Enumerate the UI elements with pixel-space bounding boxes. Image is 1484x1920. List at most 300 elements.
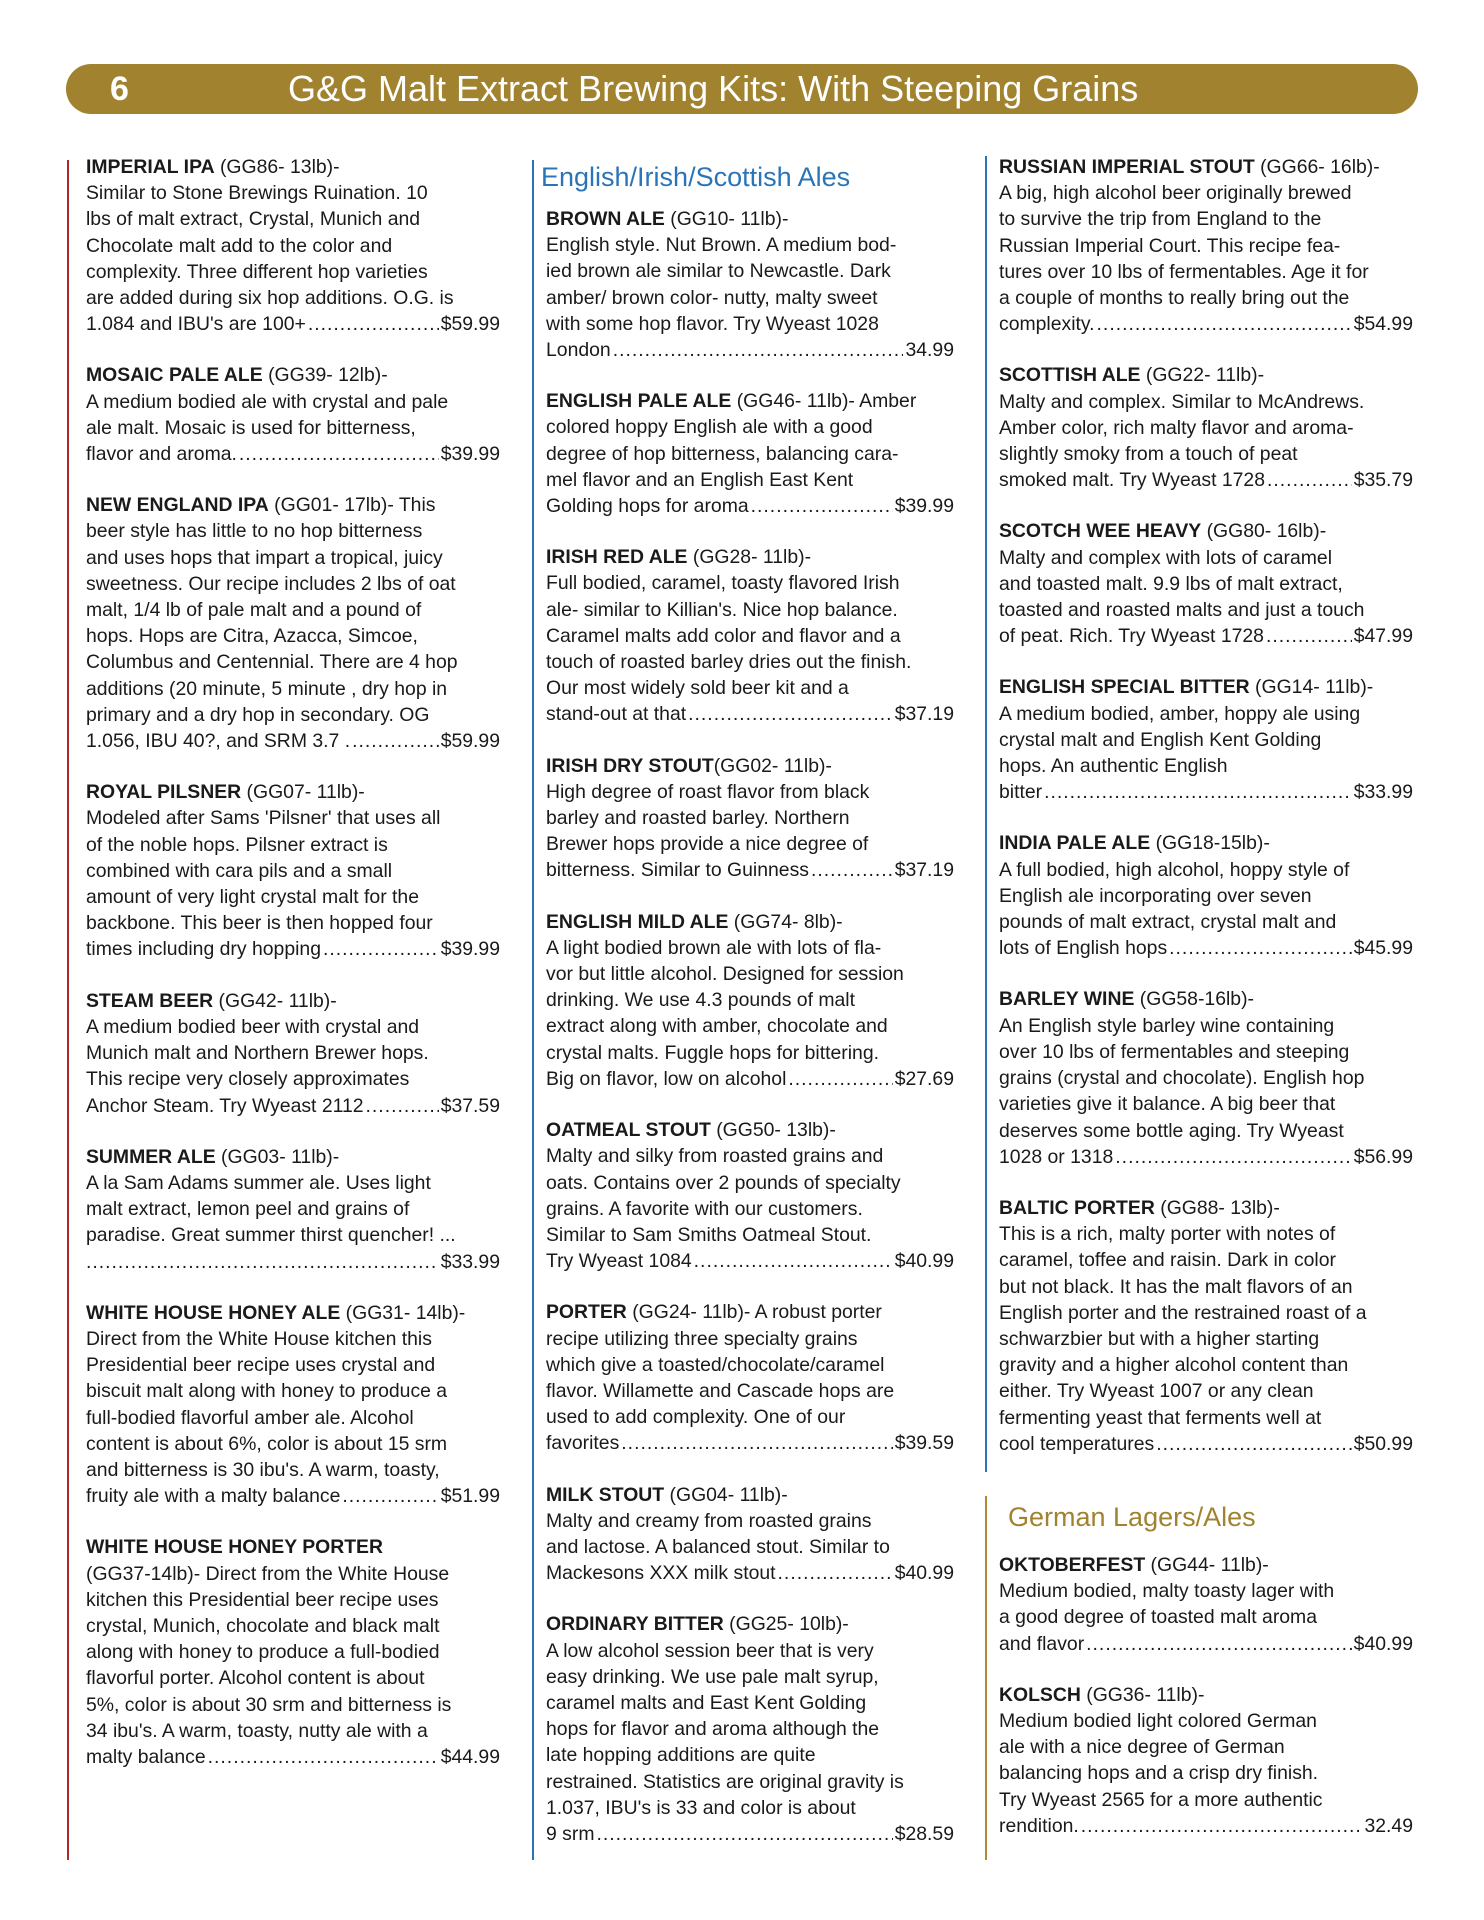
item-price: $50.99 (1353, 1432, 1413, 1455)
item-name: OKTOBERFEST (999, 1554, 1146, 1576)
section-heading-english: English/Irish/Scottish Ales (541, 162, 851, 192)
item-code: (GG07- 11lb)- (241, 781, 365, 804)
beer-kit-item (86, 779, 500, 962)
item-heading (86, 1300, 500, 1326)
item-description-line: High degree of roast flavor from black (546, 780, 870, 803)
item-heading (86, 154, 500, 180)
item-description-line: malt extract, lemon peel and grains of (86, 1198, 410, 1221)
item-description-line: content is about 6%, color is about 15 srm (86, 1432, 448, 1455)
item-description-line: amber/ brown color- nutty, malty sweet (546, 286, 878, 309)
column-right (999, 154, 1413, 1482)
item-name: STEAM BEER (86, 989, 214, 1012)
item-description-line: Medium bodied, malty toasty lager with (999, 1580, 1335, 1603)
item-description-line: (GG37-14lb)- Direct from the White House (86, 1562, 450, 1585)
dot-leader (1156, 1431, 1351, 1457)
item-description-line: Chocolate malt add to the color and (86, 234, 393, 257)
beer-kit-item (546, 1117, 954, 1274)
item-description-line: of the noble hops. Pilsner extract is (86, 833, 388, 856)
item-description-line: easy drinking. We use pale malt syrup, (546, 1665, 879, 1688)
beer-kit-item (546, 1611, 954, 1847)
item-description-end: complexity. (999, 313, 1095, 336)
item-description-end: bitterness. Similar to Guinness (546, 859, 809, 882)
dot-leader (1086, 1631, 1346, 1657)
item-price-line (86, 1093, 500, 1119)
item-description-end: fruity ale with a malty balance (86, 1485, 341, 1508)
item-heading (999, 154, 1413, 180)
item-name: IMPERIAL IPA (86, 156, 215, 178)
item-description-line: A big, high alcohol beer originally brewed (999, 182, 1352, 205)
item-price: $44.99 (440, 1745, 500, 1768)
dot-leader (811, 857, 893, 883)
item-description-end: cool temperatures (999, 1432, 1155, 1455)
item-code: (GG80- 16lb)- (1201, 520, 1327, 543)
item-heading (999, 518, 1413, 544)
item-description-line: Brewer hops provide a nice degree of (546, 833, 869, 856)
item-description-line: English style. Nut Brown. A medium bod- (546, 234, 897, 257)
item-heading (546, 544, 954, 570)
item-price-line (86, 311, 500, 337)
item-description-line: but not black. It has the malt flavors of an (999, 1275, 1353, 1298)
beer-kit-item (86, 1300, 500, 1510)
item-description-end: of peat. Rich. Try Wyeast 1728 (999, 625, 1264, 648)
item-price-line (999, 623, 1413, 649)
item-description-line: Similar to Stone Brewings Ruination. 10 (86, 182, 428, 205)
item-description-line: a couple of months to really bring out the (999, 287, 1350, 310)
item-price-line (86, 936, 500, 962)
item-description-line: oats. Contains over 2 pounds of specialty (546, 1171, 901, 1194)
item-description-line: gravity and a higher alcohol content than (999, 1354, 1349, 1377)
item-price: $37.19 (894, 703, 954, 726)
item-description-line: toasted and roasted malts and just a touch (999, 599, 1365, 622)
item-name: OATMEAL STOUT (546, 1119, 711, 1142)
beer-kit-item (999, 674, 1413, 805)
beer-kit-item (999, 1195, 1413, 1457)
item-description-line: tures over 10 lbs of fermentables. Age it for (999, 260, 1369, 283)
item-name: RUSSIAN IMPERIAL STOUT (999, 156, 1255, 178)
item-description-line: barley and roasted barley. Northern (546, 807, 850, 830)
beer-kit-item (999, 362, 1413, 493)
beer-kit-item (546, 388, 954, 519)
item-price-line (999, 467, 1413, 493)
column-right-german (999, 1552, 1413, 1864)
item-price: .$40.99 (1348, 1632, 1413, 1655)
item-description-line: grains (crystal and chocolate). English hop (999, 1067, 1365, 1090)
item-description-line: This recipe very closely approximates (86, 1068, 410, 1091)
item-description-line: Russian Imperial Court. This recipe fea- (999, 234, 1341, 257)
item-description-line: A full bodied, high alcohol, hoppy style of (999, 858, 1350, 881)
dot-leader (239, 441, 439, 467)
item-heading (546, 206, 954, 232)
item-description-line: amount of very light crystal malt for the (86, 886, 420, 909)
beer-kit-item (999, 1552, 1413, 1657)
beer-kit-item (86, 988, 500, 1119)
item-description-line: Malty and silky from roasted grains and (546, 1145, 884, 1168)
english-section-rule-right (985, 156, 987, 1472)
item-description-line: either. Try Wyeast 1007 or any clean (999, 1380, 1314, 1403)
beer-kit-item (546, 1482, 954, 1587)
item-price: $40.99 (894, 1250, 954, 1273)
item-name: KOLSCH (999, 1683, 1081, 1706)
item-description-line: drinking. We use 4.3 pounds of malt (546, 989, 855, 1012)
item-heading (999, 986, 1413, 1012)
item-description-line: colored hoppy English ale with a good (546, 416, 873, 439)
item-name: MOSAIC PALE ALE (86, 364, 263, 387)
beer-kit-item (999, 154, 1413, 337)
item-name: ENGLISH PALE ALE (546, 390, 732, 413)
item-description-end: malty balance (86, 1745, 206, 1768)
beer-kit-item (86, 492, 500, 754)
item-name: BROWN ALE (546, 208, 665, 230)
item-name: PORTER (546, 1301, 627, 1324)
item-price-line (999, 1813, 1413, 1839)
item-price: $39.99 (894, 495, 954, 518)
dot-leader (694, 1248, 893, 1274)
item-description-line: Try Wyeast 2565 for a more authentic (999, 1788, 1323, 1811)
item-code: (GG18-15lb)- (1150, 832, 1270, 855)
item-price: $59.99 (440, 730, 500, 753)
item-code: (GG46- 11lb)- Amber (731, 390, 917, 413)
item-description-line: extract along with amber, chocolate and (546, 1015, 888, 1038)
item-description-line: backbone. This beer is then hopped four (86, 912, 433, 935)
beer-kit-item (546, 206, 954, 363)
item-description-line: slightly smoky from a touch of peat (999, 443, 1298, 466)
item-description-line: with some hop flavor. Try Wyeast 1028 (546, 312, 879, 335)
item-price-line (999, 1144, 1413, 1170)
item-description-line: and bitterness is 30 ibu's. A warm, toasty, (86, 1458, 440, 1481)
item-price: $56.99 (1353, 1145, 1413, 1168)
item-price-line (999, 1631, 1413, 1657)
item-heading (86, 988, 500, 1014)
item-name: INDIA PALE ALE (999, 832, 1151, 855)
item-description-line: A medium bodied beer with crystal and (86, 1015, 420, 1038)
item-description-end: Mackesons XXX milk stout (546, 1562, 776, 1585)
item-price-line (546, 1430, 954, 1456)
item-description-line: vor but little alcohol. Designed for session (546, 963, 904, 986)
item-code: (GG10- 11lb)- (664, 208, 789, 230)
item-description-line: An English style barley wine containing (999, 1014, 1335, 1037)
item-description-end: lots of English hops (999, 937, 1168, 960)
dot-leader (778, 1560, 893, 1586)
item-price: $47.99 (1353, 625, 1413, 648)
item-code: (GG03- 11lb)- (215, 1145, 340, 1168)
item-description-line: flavorful porter. Alcohol content is about (86, 1667, 425, 1690)
item-description-end: rendition. (999, 1814, 1079, 1837)
item-description-line: balancing hops and a crisp dry finish. (999, 1762, 1319, 1785)
item-description-end: Golding hops for aroma (546, 495, 749, 518)
item-description-line: ale malt. Mosaic is used for bitterness, (86, 416, 416, 439)
item-description-line: flavor. Willamette and Cascade hops are (546, 1379, 895, 1402)
beer-kit-item (546, 909, 954, 1092)
item-description-line: hops. An authentic English (999, 755, 1228, 778)
item-price: $37.19 (894, 859, 954, 882)
dot-leader (1081, 1813, 1363, 1839)
item-price: $59.99 (440, 313, 500, 336)
item-description-line: Medium bodied light colored German (999, 1710, 1317, 1733)
dot-leader (308, 311, 439, 337)
item-description-line: deserves some bottle aging. Try Wyeast (999, 1119, 1344, 1142)
item-code: (GG66- 16lb)- (1254, 156, 1380, 178)
item-description-line: A low alcohol session beer that is very (546, 1639, 874, 1662)
item-name: WHITE HOUSE HONEY PORTER (86, 1536, 383, 1559)
item-name: BARLEY WINE (999, 988, 1135, 1011)
item-description-line: Amber color, rich malty flavor and aroma- (999, 416, 1354, 439)
item-code: (GG02- 11lb)- (713, 754, 832, 777)
item-description-end: smoked malt. Try Wyeast 1728 (999, 469, 1266, 492)
item-description-line: Columbus and Centennial. There are 4 hop (86, 651, 458, 674)
item-description-line: varieties give it balance. A big beer that (999, 1093, 1336, 1116)
item-price-line (546, 1560, 954, 1586)
item-description-line: 1.037, IBU's is 33 and color is about (546, 1796, 856, 1819)
item-description-line: caramel, toffee and raisin. Dark in color (999, 1249, 1336, 1272)
item-heading (999, 1552, 1413, 1578)
item-price-line (546, 1821, 954, 1847)
item-description-end: favorites (546, 1432, 620, 1455)
dot-leader (1266, 623, 1352, 649)
beer-kit-item (999, 830, 1413, 961)
item-description-line: Our most widely sold beer kit and a (546, 677, 849, 700)
german-section-rule (985, 1496, 987, 1860)
item-description-line: A medium bodied ale with crystal and pale (86, 390, 449, 413)
item-description-line: grains. A favorite with our customers. (546, 1197, 863, 1220)
item-price: $51.99 (440, 1485, 500, 1508)
item-code: (GG36- 11lb)- (1080, 1683, 1205, 1706)
item-code: (GG24- 11lb)- A robust porter (626, 1301, 882, 1324)
item-description-line: ied brown ale similar to Newcastle. Dark (546, 260, 891, 283)
dot-leader (366, 1093, 439, 1119)
item-description-line: ale with a nice degree of German (999, 1736, 1285, 1759)
item-description-line: full-bodied flavorful amber ale. Alcohol (86, 1406, 414, 1429)
item-heading (86, 779, 500, 805)
item-price: $39.99 (440, 443, 500, 466)
item-name: ENGLISH MILD ALE (546, 910, 729, 933)
item-description-line: Modeled after Sams 'Pilsner' that uses all (86, 807, 441, 830)
beer-kit-item (999, 518, 1413, 649)
dot-leader (621, 1430, 892, 1456)
item-description-end: flavor and aroma. (86, 443, 237, 466)
item-description-line: hops for flavor and aroma although the (546, 1718, 880, 1741)
dot-leader (342, 1483, 438, 1509)
item-price-line (86, 1483, 500, 1509)
item-name: ROYAL PILSNER (86, 781, 242, 804)
item-price: $54.99 (1353, 313, 1413, 336)
column-middle (546, 206, 954, 1872)
item-price: $28.59 (894, 1822, 954, 1845)
item-name: ORDINARY BITTER (546, 1613, 724, 1636)
dot-leader (208, 1744, 439, 1770)
item-description-line: to survive the trip from England to the (999, 208, 1322, 231)
dot-leader (688, 701, 893, 727)
item-price: $45.99 (1353, 937, 1413, 960)
item-description-line: Direct from the White House kitchen this (86, 1327, 432, 1350)
item-description-line: Similar to Sam Smiths Oatmeal Stout. (546, 1223, 872, 1246)
item-description-line: late hopping additions are quite (546, 1744, 816, 1767)
item-heading (999, 362, 1413, 388)
dot-leader (1097, 311, 1352, 337)
item-description-line: touch of roasted barley dries out the finish. (546, 651, 912, 674)
item-description-line: and uses hops that impart a tropical, juicy (86, 546, 443, 569)
item-description-line: used to add complexity. One of our (546, 1406, 846, 1429)
item-description-line: English porter and the restrained roast of a (999, 1301, 1367, 1324)
item-description-line: Malty and creamy from roasted grains (546, 1509, 872, 1532)
dot-leader (86, 1249, 439, 1275)
page-title: G&G Malt Extract Brewing Kits: With Steeping Grains (288, 68, 1139, 109)
item-description-line: A medium bodied, amber, hoppy ale using (999, 702, 1361, 725)
item-price: $27.69 (894, 1067, 954, 1090)
item-price-line (546, 857, 954, 883)
item-heading (546, 1611, 954, 1637)
item-price-line (999, 935, 1413, 961)
item-description-end: and flavor (999, 1632, 1085, 1655)
item-heading (999, 1682, 1413, 1708)
item-price-line (546, 337, 954, 363)
page-number: 6 (110, 70, 129, 108)
item-description-end: Big on flavor, low on alcohol (546, 1067, 787, 1090)
item-description-line: ale- similar to Killian's. Nice hop balance. (546, 598, 898, 621)
item-description-line: Malty and complex with lots of caramel (999, 546, 1333, 569)
item-description-end: 9 srm (546, 1822, 595, 1845)
item-description-line: kitchen this Presidential beer recipe uses (86, 1588, 439, 1611)
item-name: SCOTTISH ALE (999, 364, 1141, 387)
item-heading (546, 1117, 954, 1143)
dot-leader (613, 337, 904, 363)
item-heading (546, 388, 954, 414)
item-description-line: over 10 lbs of fermentables and steeping (999, 1040, 1350, 1063)
item-heading (546, 909, 954, 935)
item-description-line: complexity. Three different hop varieties (86, 260, 428, 283)
item-price: $35.79 (1353, 469, 1413, 492)
item-heading (86, 1144, 500, 1170)
item-description-line: combined with cara pils and a small (86, 859, 393, 882)
item-description-line: and lactose. A balanced stout. Similar to (546, 1535, 890, 1558)
dot-leader (596, 1821, 892, 1847)
item-name: IRISH RED ALE (546, 546, 688, 569)
item-heading (999, 674, 1413, 700)
item-heading (86, 362, 500, 388)
item-description-end: bitter (999, 781, 1043, 804)
beer-kit-item (86, 154, 500, 337)
english-section-rule (532, 160, 534, 1860)
item-description-line: are added during six hop additions. O.G. is (86, 287, 454, 310)
item-code: (GG14- 11lb)- (1249, 676, 1374, 699)
item-description-line: 34 ibu's. A warm, toasty, nutty ale with a (86, 1719, 428, 1742)
item-price: $39.99 (440, 938, 500, 961)
item-price-line (546, 701, 954, 727)
item-description-end: 1028 or 1318 (999, 1145, 1114, 1168)
item-description-end: times including dry hopping (86, 938, 321, 961)
item-description-end: stand-out at that (546, 703, 687, 726)
item-description-line: beer style has little to no hop bitterness (86, 520, 423, 543)
item-code: (GG04- 11lb)- (664, 1483, 788, 1506)
item-price-line (86, 1744, 500, 1770)
item-description-line: 5%, color is about 30 srm and bitterness is (86, 1693, 452, 1716)
item-code: (GG28- 11lb)- (687, 546, 812, 569)
item-description-line: lbs of malt extract, Crystal, Munich and (86, 208, 421, 231)
item-code: (GG25- 10lb)- (723, 1613, 849, 1636)
item-description-end: 1.056, IBU 40?, and SRM 3.7 . (86, 730, 351, 753)
item-description-line: Munich malt and Northern Brewer hops. (86, 1042, 429, 1065)
dot-leader (751, 493, 893, 519)
beer-kit-item (86, 362, 500, 467)
page-header-banner (66, 64, 1418, 114)
item-description-line: additions (20 minute, 5 minute , dry hop in (86, 677, 448, 700)
item-heading (999, 830, 1413, 856)
item-name: NEW ENGLAND IPA (86, 494, 269, 517)
item-name: WHITE HOUSE HONEY ALE (86, 1301, 341, 1324)
item-description-line: hops. Hops are Citra, Azacca, Simcoe, (86, 625, 418, 648)
item-code: (GG44- 11lb)- (1145, 1554, 1269, 1576)
item-name: MILK STOUT (546, 1483, 665, 1506)
item-price-line (999, 311, 1413, 337)
item-price: $33.99 (1353, 781, 1413, 804)
dot-leader (1044, 779, 1352, 805)
item-name: ENGLISH SPECIAL BITTER (999, 676, 1250, 699)
item-price-line (86, 441, 500, 467)
beer-kit-item (546, 544, 954, 727)
item-price: 34.99 (905, 339, 954, 362)
item-description-line: Full bodied, caramel, toasty flavored Irish (546, 572, 900, 595)
item-price-line (546, 1248, 954, 1274)
item-description-line: schwarzbier but with a higher starting (999, 1327, 1320, 1350)
item-code: (GG86- 13lb)- (214, 156, 340, 178)
column-left (86, 154, 500, 1795)
item-description-end: 1.084 and IBU's are 100+ (86, 313, 306, 336)
item-code: (GG31- 14lb)- (340, 1301, 466, 1324)
item-description-end: Anchor Steam. Try Wyeast 2112 (86, 1094, 364, 1117)
item-description-line: degree of hop bitterness, balancing cara- (546, 442, 899, 465)
right-column-top-list (999, 154, 1413, 1457)
item-code: (GG01- 17lb)- This (268, 494, 436, 517)
item-code: (GG58-16lb)- (1134, 988, 1255, 1011)
item-description-line: fermenting yeast that ferments well at (999, 1406, 1322, 1429)
item-description-line: Caramel malts add color and flavor and a (546, 624, 901, 647)
item-price: $39.59 (894, 1432, 954, 1455)
item-heading (546, 1299, 954, 1325)
item-code: (GG42- 11lb)- (213, 989, 337, 1012)
item-description-line: primary and a dry hop in secondary. OG (86, 703, 430, 726)
item-description-line: A la Sam Adams summer ale. Uses light (86, 1171, 431, 1194)
item-name: SCOTCH WEE HEAVY (999, 520, 1202, 543)
item-description-line: Presidential beer recipe uses crystal and (86, 1354, 436, 1377)
beer-kit-item (546, 753, 954, 884)
item-description-line: pounds of malt extract, crystal malt and (999, 911, 1337, 934)
item-heading (546, 753, 954, 779)
item-description-line: This is a rich, malty porter with notes of (999, 1223, 1336, 1246)
dot-leader (323, 936, 439, 962)
item-description-line: Malty and complex. Similar to McAndrews. (999, 390, 1365, 413)
item-code: (GG50- 13lb)- (710, 1119, 836, 1142)
left-column-rule (67, 160, 69, 1860)
beer-kit-item (999, 986, 1413, 1169)
item-description-line: sweetness. Our recipe includes 2 lbs of oat (86, 572, 456, 595)
item-price: $37.59 (440, 1094, 500, 1117)
dot-leader (1267, 467, 1352, 493)
item-price-line (546, 1066, 954, 1092)
item-price: 32.49 (1364, 1814, 1413, 1837)
beer-kit-item (86, 1144, 500, 1275)
item-heading (86, 492, 500, 518)
beer-kit-item (999, 1682, 1413, 1839)
item-description-line: crystal malt and English Kent Golding (999, 728, 1322, 751)
item-description-line: along with honey to produce a full-bodied (86, 1641, 440, 1664)
item-description-line: malt, 1/4 lb of pale malt and a pound of (86, 599, 422, 622)
dot-leader (352, 728, 439, 754)
item-description-line: mel flavor and an English East Kent (546, 468, 854, 491)
item-description-line: English ale incorporating over seven (999, 884, 1312, 907)
item-name: SUMMER ALE (86, 1145, 216, 1168)
item-price: $33.99 (440, 1250, 500, 1273)
beer-kit-item (546, 1299, 954, 1456)
item-price: $40.99 (894, 1562, 954, 1585)
